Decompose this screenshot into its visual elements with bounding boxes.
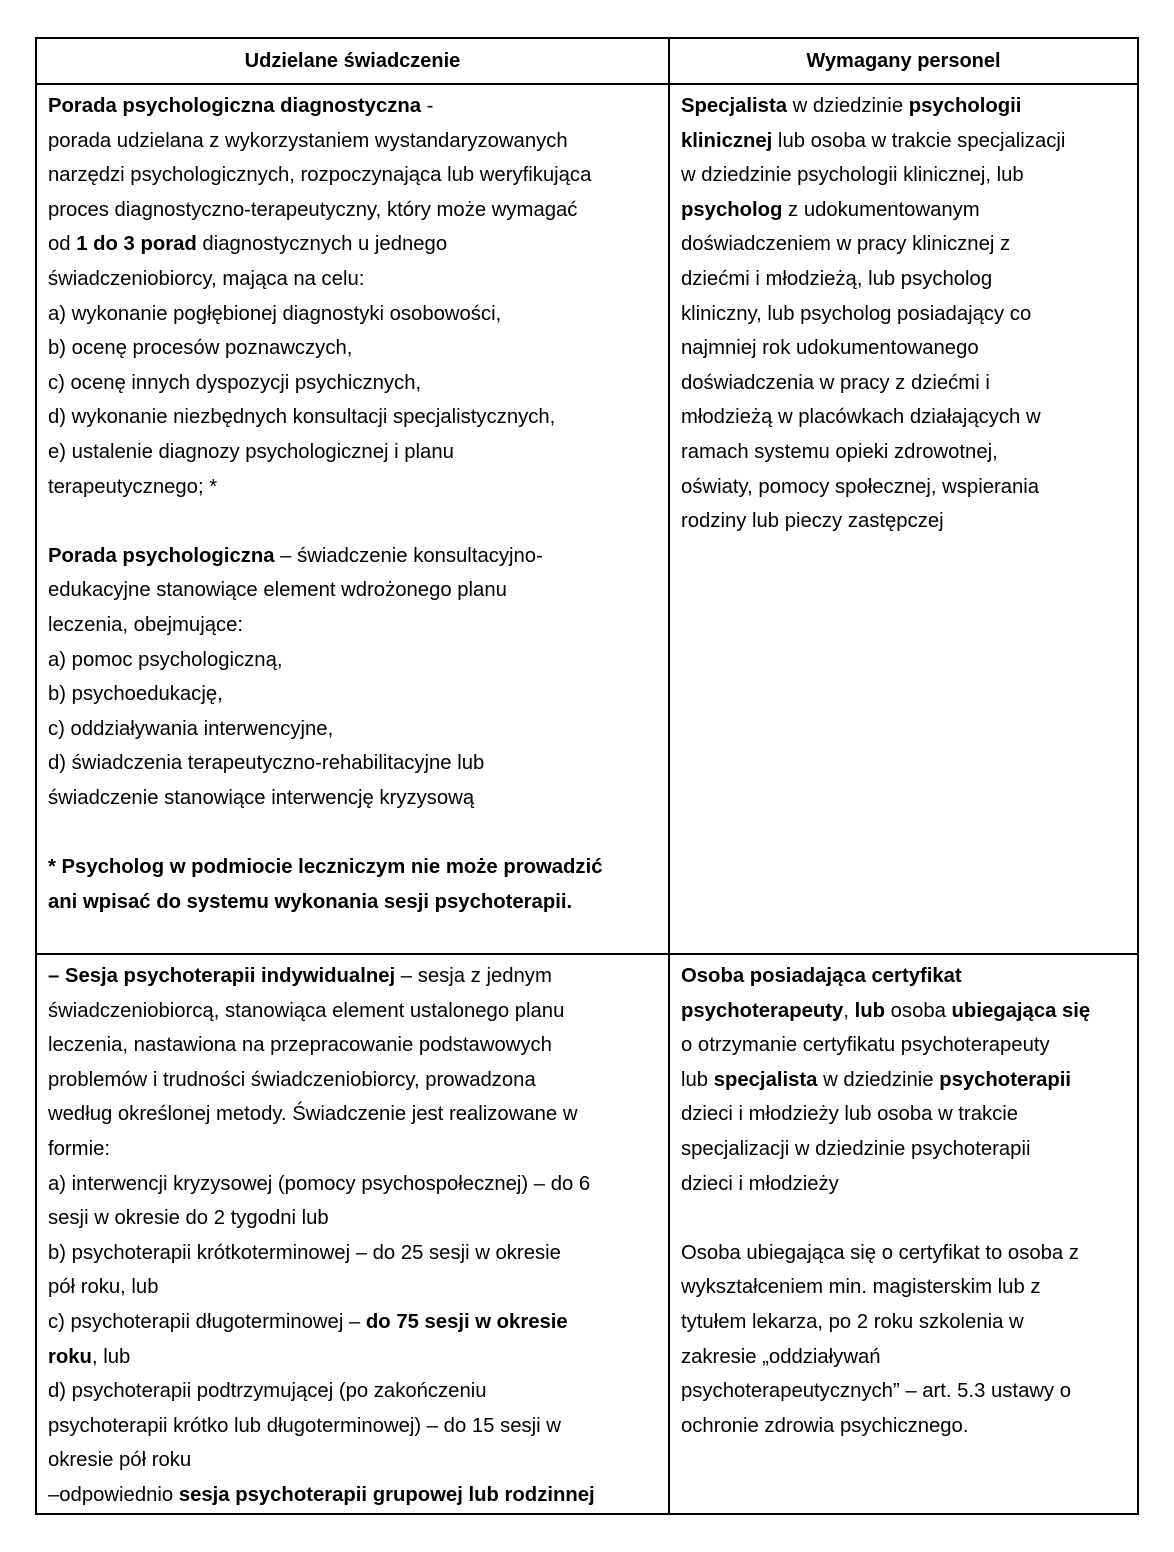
text-line: [48, 158, 658, 193]
text-segment: według określonej metody. Świadczenie jest realizowane w: [48, 1103, 578, 1126]
text-line: [48, 573, 658, 608]
text-line: [681, 400, 1127, 435]
blank-line: [681, 1201, 1127, 1236]
text-line: [48, 1028, 658, 1063]
text-line: [681, 1305, 1127, 1340]
text-line: [681, 227, 1127, 262]
text-segment: edukacyjne stanowiące element wdrożonego planu: [48, 579, 507, 602]
text-segment: młodzieżą w placówkach działających w: [681, 406, 1041, 429]
text-line: [681, 1374, 1127, 1409]
text-segment: świadczeniobiorcą, stanowiąca element ustalonego planu: [48, 999, 565, 1022]
text-line: [681, 89, 1127, 124]
text-line: [681, 1409, 1127, 1444]
text-line: [48, 470, 658, 505]
text-line: [681, 1097, 1127, 1132]
text-segment: psychoterapii krótko lub długoterminowej) – do 15 sesji w: [48, 1414, 561, 1437]
text-segment: d) psychoterapii podtrzymującej (po zakończeniu: [48, 1380, 487, 1403]
text-line: [681, 297, 1127, 332]
text-segment: ,: [843, 999, 855, 1022]
text-segment: lub: [681, 1068, 714, 1091]
text-segment: ochronie zdrowia psychicznego.: [681, 1414, 969, 1437]
text-line: [681, 1063, 1127, 1098]
text-segment: świadczenie stanowiące interwencję kryzysową: [48, 786, 475, 809]
text-segment: z udokumentowanym: [782, 198, 980, 221]
text-line: [48, 366, 658, 401]
bold-text: 1 do 3 porad: [76, 233, 197, 256]
text-line: [48, 1201, 658, 1236]
text-line: [48, 435, 658, 470]
bold-text: ani wpisać do systemu wykonania sesji psychoterapii.: [48, 890, 573, 913]
text-segment: wykształceniem min. magisterskim lub z: [681, 1276, 1041, 1299]
text-line: [48, 746, 658, 781]
bold-text: klinicznej: [681, 129, 773, 152]
text-segment: d) wykonanie niezbędnych konsultacji specjalistycznych,: [48, 406, 556, 429]
text-line: [681, 1340, 1127, 1375]
text-segment: –odpowiednio: [48, 1483, 179, 1506]
text-line: [48, 850, 658, 885]
text-line: [681, 262, 1127, 297]
text-segment: doświadczeniem w pracy klinicznej z: [681, 233, 1011, 256]
text-line: [48, 1132, 658, 1167]
bold-text: Osoba posiadająca certyfikat: [681, 965, 962, 987]
text-line: [681, 1270, 1127, 1305]
table-header-row: [36, 38, 1138, 84]
text-line: [681, 1028, 1127, 1063]
text-segment: , lub: [91, 1345, 131, 1368]
bold-text: psycholog: [681, 198, 783, 221]
text-line: [48, 400, 658, 435]
text-segment: kliniczny, lub psycholog posiadający co: [681, 302, 1032, 325]
text-line: [48, 1443, 658, 1478]
text-line: [681, 366, 1127, 401]
text-line: [681, 331, 1127, 366]
text-segment: dzieci i młodzieży lub osoba w trakcie: [681, 1103, 1019, 1126]
text-line: [48, 994, 658, 1029]
text-segment: oświaty, pomocy społecznej, wspierania: [681, 475, 1040, 498]
bold-text: do 75 sesji w okresie: [365, 1310, 568, 1333]
staff-cell: [669, 84, 1138, 954]
service-cell: [36, 954, 669, 1514]
text-line: [681, 1132, 1127, 1167]
text-segment: osoba: [885, 999, 952, 1022]
text-segment: -: [421, 95, 434, 117]
text-segment: okresie pół roku: [48, 1449, 192, 1472]
text-line: [681, 470, 1127, 505]
text-line: [48, 1374, 658, 1409]
text-line: [681, 435, 1127, 470]
text-line: [48, 262, 658, 297]
text-segment: d) świadczenia terapeutyczno-rehabilitacyjne lub: [48, 752, 485, 775]
text-segment: lub osoba w trakcie specjalizacji: [772, 129, 1066, 152]
text-segment: psychoterapeutycznych” – art. 5.3 ustawy o: [681, 1380, 1072, 1403]
text-segment: narzędzi psychologicznych, rozpoczynająca lub weryfikująca: [48, 164, 592, 187]
text-segment: a) interwencji kryzysowej (pomocy psychospołecznej) – do 6: [48, 1172, 591, 1195]
text-line: [48, 1236, 658, 1271]
services-staff-table: [35, 37, 1139, 1515]
text-segment: sesji w okresie do 2 tygodni lub: [48, 1207, 329, 1230]
text-segment: specjalizacji w dziedzinie psychoterapii: [681, 1137, 1031, 1160]
text-segment: – sesja z jednym: [395, 965, 552, 987]
service-cell: [36, 84, 669, 954]
text-line: [48, 643, 658, 678]
text-segment: tytułem lekarza, po 2 roku szkolenia w: [681, 1310, 1024, 1333]
text-segment: a) wykonanie pogłębionej diagnostyki osobowości,: [48, 302, 502, 325]
blank-line: [48, 504, 658, 539]
text-segment: zakresie „oddziaływań: [681, 1345, 881, 1368]
bold-text: psychoterapii: [939, 1068, 1072, 1091]
staff-cell: [669, 954, 1138, 1514]
text-segment: porada udzielana z wykorzystaniem wystandaryzowanych: [48, 129, 568, 152]
text-line: [48, 781, 658, 816]
text-segment: leczenia, obejmujące:: [48, 613, 244, 636]
text-line: [681, 1236, 1127, 1271]
text-segment: dzieci i młodzieży: [681, 1172, 839, 1195]
bold-text: roku: [48, 1345, 92, 1368]
text-segment: a) pomoc psychologiczną,: [48, 648, 283, 671]
text-line: [48, 1063, 658, 1098]
text-segment: w dziedzinie psychologii klinicznej, lub: [681, 164, 1024, 187]
text-line: [48, 124, 658, 159]
bold-text: lub: [854, 999, 886, 1022]
table-row: [36, 954, 1138, 1514]
text-line: [681, 959, 1127, 994]
text-segment: pół roku, lub: [48, 1276, 159, 1299]
table-row: [36, 84, 1138, 954]
text-segment: c) oddziaływania interwencyjne,: [48, 717, 334, 740]
text-segment: problemów i trudności świadczeniobiorcy, prowadzona: [48, 1068, 536, 1091]
bold-text: psychologii: [908, 95, 1022, 117]
bold-text: ubiegająca się: [951, 999, 1091, 1022]
text-segment: terapeutycznego; *: [48, 475, 218, 498]
text-segment: najmniej rok udokumentowanego: [681, 337, 979, 360]
text-segment: formie:: [48, 1137, 110, 1160]
text-segment: c) ocenę innych dyspozycji psychicznych,: [48, 371, 422, 394]
bold-text: specjalista: [713, 1068, 818, 1091]
header-service: Udzielane świadczenie: [36, 38, 669, 84]
text-segment: w dziedzinie: [817, 1068, 940, 1091]
text-segment: e) ustalenie diagnozy psychologicznej i planu: [48, 440, 454, 463]
text-line: [48, 1340, 658, 1375]
text-segment: diagnostycznych u jednego: [196, 233, 448, 256]
bold-text: Porada psychologiczna diagnostyczna: [48, 95, 422, 117]
text-line: [681, 1167, 1127, 1202]
text-segment: w dziedzinie: [786, 95, 909, 117]
text-line: [48, 539, 658, 574]
text-segment: proces diagnostyczno-terapeutyczny, który może wymagać: [48, 198, 578, 221]
bold-text: sesja psychoterapii grupowej lub rodzinnej: [178, 1483, 595, 1506]
text-line: [48, 227, 658, 262]
text-line: [48, 89, 658, 124]
text-line: [48, 712, 658, 747]
text-line: [48, 1097, 658, 1132]
text-line: [48, 1409, 658, 1444]
text-line: [48, 331, 658, 366]
text-segment: doświadczenia w pracy z dziećmi i: [681, 371, 990, 394]
text-line: [48, 959, 658, 994]
text-segment: c) psychoterapii długoterminowej –: [48, 1310, 366, 1333]
text-segment: b) psychoterapii krótkoterminowej – do 25 sesji w okresie: [48, 1241, 561, 1264]
text-segment: dziećmi i młodzieżą, lub psycholog: [681, 267, 993, 290]
text-line: [681, 124, 1127, 159]
text-line: [48, 1478, 658, 1513]
text-line: [681, 504, 1127, 539]
text-segment: świadczeniobiorcy, mająca na celu:: [48, 267, 365, 290]
text-line: [48, 297, 658, 332]
bold-text: * Psycholog w podmiocie leczniczym nie może prowadzić: [48, 856, 603, 879]
text-segment: o otrzymanie certyfikatu psychoterapeuty: [681, 1034, 1050, 1057]
bold-text: Porada psychologiczna: [48, 544, 275, 567]
text-segment: – świadczenie konsultacyjno-: [274, 544, 543, 567]
text-line: [681, 193, 1127, 228]
text-segment: leczenia, nastawiona na przepracowanie podstawowych: [48, 1034, 552, 1057]
text-segment: ramach systemu opieki zdrowotnej,: [681, 440, 998, 463]
text-line: [48, 608, 658, 643]
text-segment: Osoba ubiegająca się o certyfikat to osoba z: [681, 1241, 1079, 1264]
text-segment: rodziny lub pieczy zastępczej: [681, 510, 944, 533]
bold-text: – Sesja psychoterapii indywidualnej: [48, 965, 396, 987]
text-line: [681, 994, 1127, 1029]
text-segment: b) psychoedukację,: [48, 683, 223, 706]
text-line: [48, 677, 658, 712]
blank-line: [48, 815, 658, 850]
header-required-staff: Wymagany personel: [669, 38, 1138, 84]
text-segment: b) ocenę procesów poznawczych,: [48, 337, 353, 360]
text-segment: od: [48, 233, 77, 256]
bold-text: psychoterapeuty: [681, 999, 844, 1022]
text-line: [48, 885, 658, 920]
text-line: [48, 1270, 658, 1305]
bold-text: Specjalista: [681, 95, 787, 117]
text-line: [48, 1167, 658, 1202]
text-line: [681, 158, 1127, 193]
text-line: [48, 193, 658, 228]
text-line: [48, 1305, 658, 1340]
